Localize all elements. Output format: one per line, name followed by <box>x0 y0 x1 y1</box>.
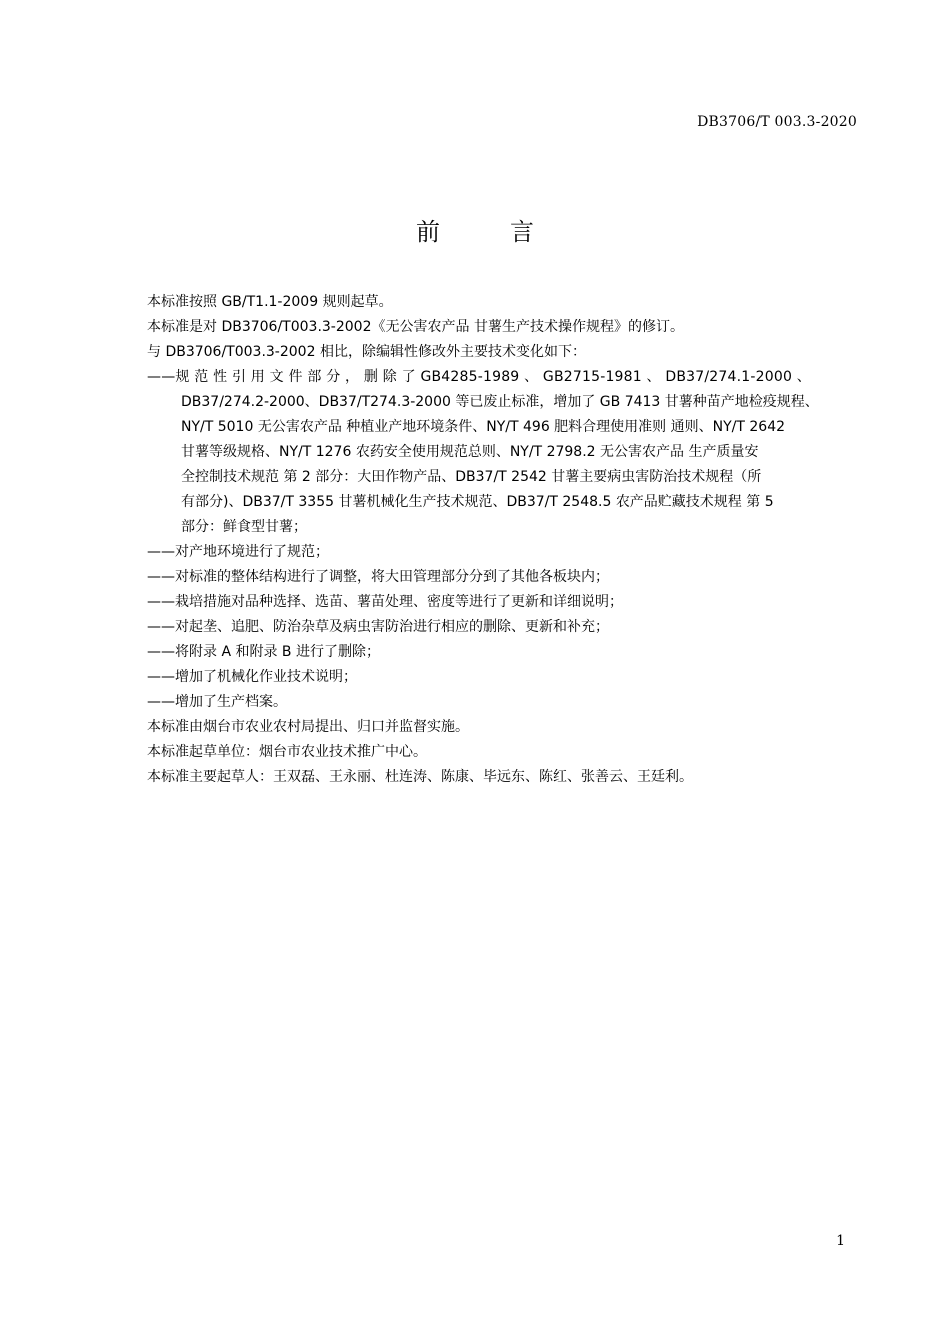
paragraph-drafting-rules: 本标准按照 GB/T1.1-2009 规则起草。 <box>147 294 393 310</box>
paragraph-revision-of: 本标准是对 DB3706/T003.3-2002《无公害农产品 甘薯生产技术操作规程》的修订。 <box>147 319 684 335</box>
change-item-line: 部分：鲜食型甘薯； <box>181 519 307 535</box>
foreword-body <box>147 290 862 790</box>
change-item-line: 有部分)、DB37/T 3355 甘薯机械化生产技术规范、DB37/T 2548.5 农产品贮藏技术规程 第 5 <box>181 494 774 510</box>
change-item-ridging: ——对起垄、追肥、防治杂草及病虫害防治进行相应的删除、更新和补充； <box>147 619 609 635</box>
paragraph-drafting-unit: 本标准起草单位：烟台市农业技术推广中心。 <box>147 744 427 760</box>
change-item-line: DB37/274.2-2000、DB37/T274.3-2000 等已废止标准，增加了 GB 7413 甘薯种苗产地检疫规程、 <box>181 394 819 410</box>
document-code: DB3706/T 003.3-2020 <box>697 114 857 130</box>
page-number: 1 <box>836 1233 845 1249</box>
change-item-line: ——规 范 性 引 用 文 件 部 分 ， 删 除 了 GB4285-1989 、 GB2715-1981 、 DB37/274.1-2000 、 <box>147 369 811 385</box>
change-item-mechanization: ——增加了机械化作业技术说明； <box>147 669 357 685</box>
change-item-records: ——增加了生产档案。 <box>147 694 287 710</box>
title-char-2: 言 <box>510 218 534 246</box>
change-item-line: 全控制技术规范 第 2 部分：大田作物产品、DB37/T 2542 甘薯主要病虫害防治技术规程（所 <box>181 469 762 485</box>
change-item-structure: ——对标准的整体结构进行了调整，将大田管理部分分到了其他各板块内； <box>147 569 609 585</box>
change-item-references <box>147 365 862 540</box>
paragraph-proposer: 本标准由烟台市农业农村局提出、归口并监督实施。 <box>147 719 469 735</box>
change-item-line: NY/T 5010 无公害农产品 种植业产地环境条件、NY/T 496 肥料合理使用准则 通则、NY/T 2642 <box>181 419 786 435</box>
change-item-line: 甘薯等级规格、NY/T 1276 农药安全使用规范总则、NY/T 2798.2 无公害农产品 生产质量安 <box>181 444 759 460</box>
page-title <box>0 212 950 247</box>
change-item-cultivation: ——栽培措施对品种选择、选苗、薯苗处理、密度等进行了更新和详细说明； <box>147 594 623 610</box>
title-char-1: 前 <box>416 218 440 246</box>
change-item-environment: ——对产地环境进行了规范； <box>147 544 329 560</box>
paragraph-changes-intro: 与 DB3706/T003.3-2002 相比，除编辑性修改外主要技术变化如下： <box>147 344 586 360</box>
change-item-appendix: ——将附录 A 和附录 B 进行了删除； <box>147 644 380 660</box>
paragraph-drafters: 本标准主要起草人：王双磊、王永丽、杜连涛、陈康、毕远东、陈红、张善云、王廷利。 <box>147 769 693 785</box>
